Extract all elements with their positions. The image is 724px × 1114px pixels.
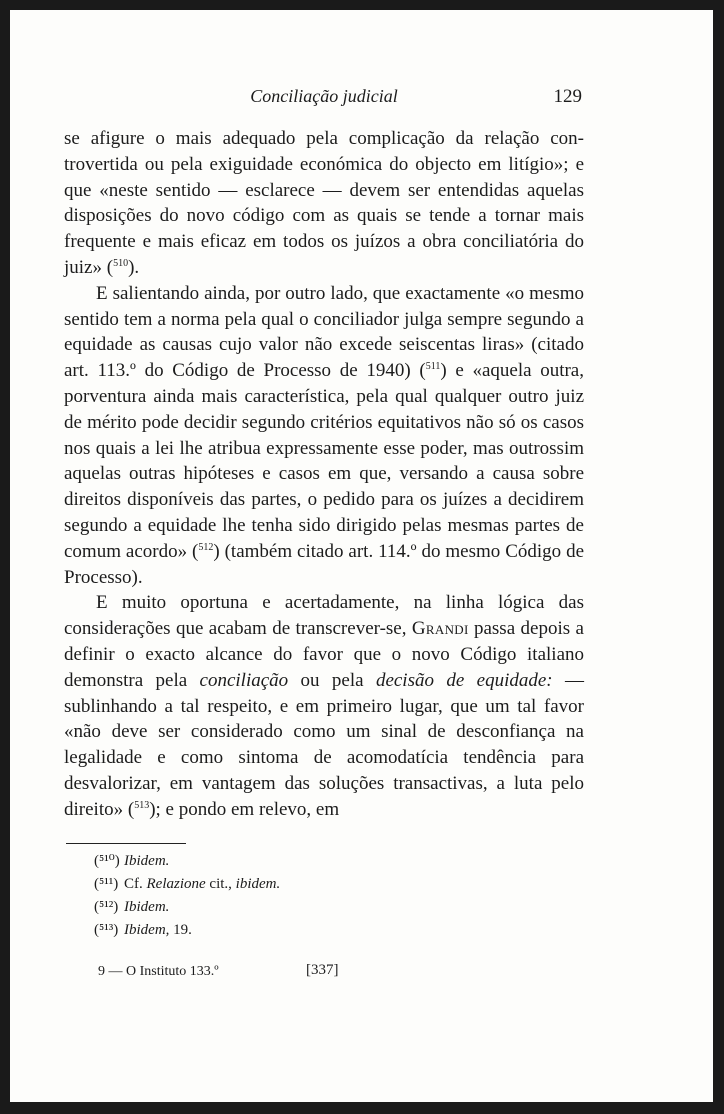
footnote-511: (⁵¹¹) Cf. Relazione cit., ibidem. [94, 875, 281, 892]
footnote-ref-510: 510 [113, 257, 129, 269]
footnote-divider [66, 843, 186, 844]
footnote-512: (⁵¹²) Ibidem. [94, 898, 170, 915]
running-header [64, 82, 584, 112]
page-footer [64, 960, 584, 984]
original-page-number: [337] [306, 961, 339, 978]
header-title: Conciliação judicial [250, 86, 398, 106]
page-number: 129 [553, 86, 582, 107]
footnotes [94, 850, 584, 942]
paragraph-3: E muito oportuna e acertadamente, na linha lógica das considerações que acabam de transcrever-se, Grandi passa depois a definir o exacto alcance do favor que o novo Código italiano demonstra pela conciliação ou pela decisão de equidade: — sublinhando a tal respeito, e em primeiro lugar, que um tal favor «não deve ser considerado como um sinal de desconfiança na legalidade e como sintoma de acomodatícia tendência para desvalorizar, em vantagem das soluções transactivas, a luta pelo direito» ($^{513}$); e pondo em relevo, em [64, 592, 584, 820]
document-page [64, 82, 584, 984]
footnote-ref-512: 512 [198, 541, 214, 553]
footnote-ref-511: 511 [425, 361, 441, 373]
footnote-ref-513: 513 [134, 799, 150, 811]
author-name: Grandi [411, 618, 469, 640]
body-text [64, 126, 584, 823]
paragraph-1: se afigure o mais adequado pela complicação da relação controvertida ou pela exiguidade económica do objecto em litígio»; e que «neste sentido — esclarece — devem ser entendidas aquelas disposições do novo código com as quais se tende a tornar mais frequente e mais eficaz em todos os juízos a obra conciliatória do juiz» ($^{510}$). [64, 128, 584, 278]
footnote-513: (⁵¹³) Ibidem, 19. [94, 921, 192, 938]
printer-signature: 9 — O Instituto 133.º [98, 963, 219, 979]
footnote-510: (⁵¹⁰) Ibidem. [94, 852, 170, 869]
page-sheet [10, 10, 713, 1102]
paragraph-2: E salientando ainda, por outro lado, que exactamente «o mesmo sentido tem a norma pela qual o conciliador julga sempre segundo a equidade as causas cujo valor não excede seiscentas liras» (citado art. 113.º do Código de Processo de 1940) ($^{511}$) e «aquela outra, porventura ainda mais característica, pela qual qualquer outro juiz de mérito pode decidir segundo critérios equitativos não só os casos nos quais a lei lhe atribua expressamente esse poder, mas outrossim aquelas outras hipóteses e casos em que, versando a causa sobre direitos disponíveis das partes, o pedido para os juízes a decidirem segundo a equidade lhe tenha sido dirigido pelas mesmas partes de comum acordo» ($^{512}$) (também citado art. 114.º do mesmo Código de Processo). [64, 282, 584, 588]
